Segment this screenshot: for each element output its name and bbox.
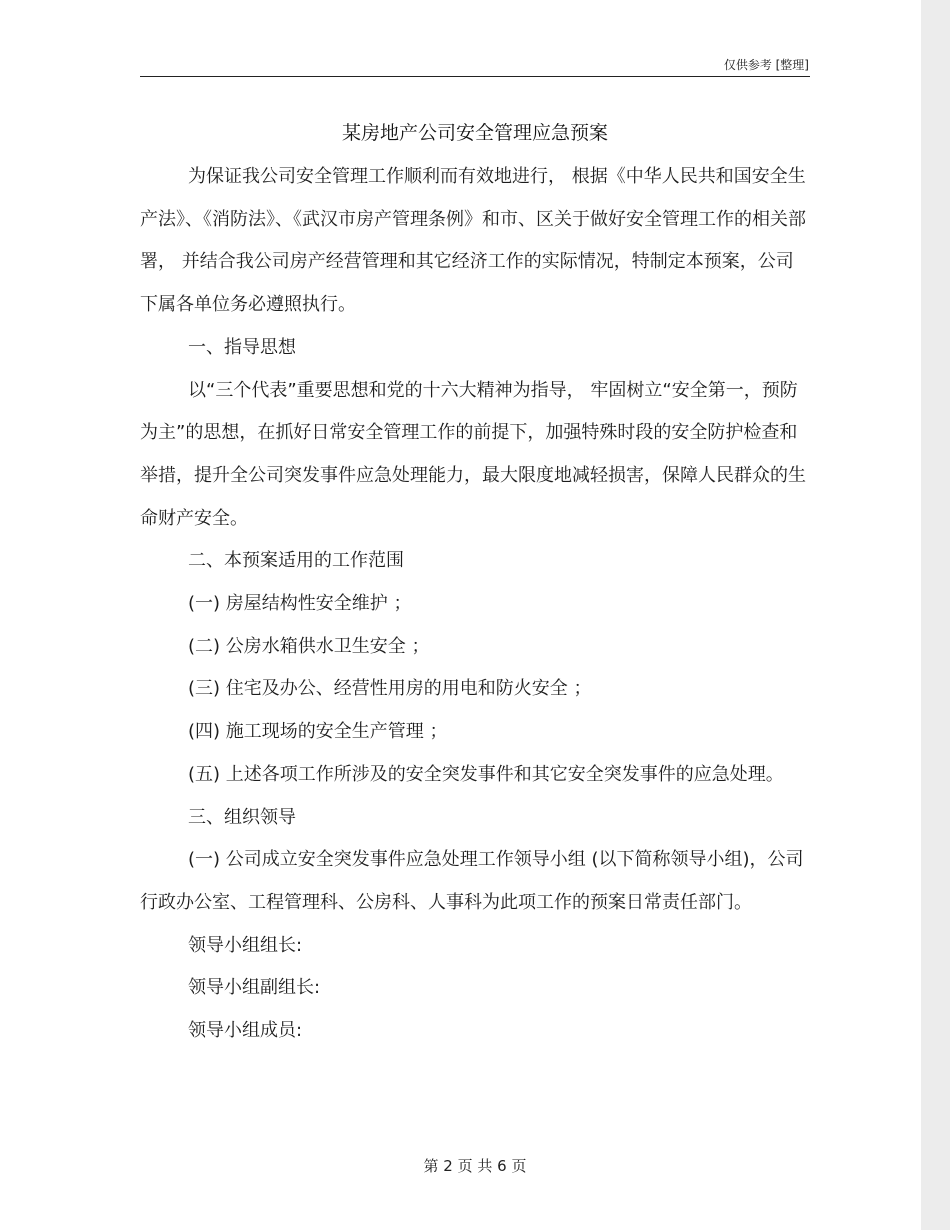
body-paragraph: 以“三个代表”重要思想和党的十六大精神为指导， 牢固树立“安全第一，预防为主”的思想，在抓好日常安全管理工作的前提下，加强特殊时段的安全防护检查和举措，提升全公司突发事件应急处理能力，最大限度地减轻损害，保障人民群众的生命财产安全。: [140, 379, 806, 529]
body-paragraph: (一) 公司成立安全突发事件应急处理工作领导小组 (以下简称领导小组)，公司行政办公室、工程管理科、公房科、人事科为此项工作的预案日常责任部门。: [140, 849, 804, 913]
list-item: (一) 房屋结构性安全维护 ；: [188, 593, 412, 615]
intro-paragraph: 为保证我公司安全管理工作顺利而有效地进行， 根据《中华人民共和国安全生产法》、《消防法》、《武汉市房产管理条例》和市、区关于做好安全管理工作的相关部署， 并结合我公司房产经营管理和其它经济工作的实际情况，特制定本预案，公司下属各单位务必遵照执行。: [140, 166, 806, 316]
list-item: (五) 上述各项工作所涉及的安全突发事件和其它安全突发事件的应急处理。: [188, 763, 784, 785]
document-title: 某房地产公司安全管理应急预案: [341, 122, 608, 144]
deputy-leader-line: 领导小组副组长:: [188, 977, 321, 999]
document-body: [140, 156, 810, 1053]
page-number: 第 2 页 共 6 页: [423, 1157, 527, 1175]
list-item: (三) 住宅及办公、经营性用房的用电和防火安全 ；: [188, 678, 592, 700]
section-heading: 二、本预案适用的工作范围: [188, 550, 404, 572]
list-item: (四) 施工现场的安全生产管理 ；: [188, 721, 448, 743]
header-divider: [140, 76, 810, 77]
header-label: 仅供参考 [整理]: [723, 58, 809, 72]
leader-line: 领导小组组长:: [188, 934, 303, 956]
list-item: (二) 公房水箱供水卫生安全 ；: [188, 635, 430, 657]
section-heading: 一、指导思想: [188, 336, 296, 358]
section-heading: 三、组织领导: [188, 806, 296, 828]
members-line: 领导小组成员:: [188, 1020, 303, 1042]
